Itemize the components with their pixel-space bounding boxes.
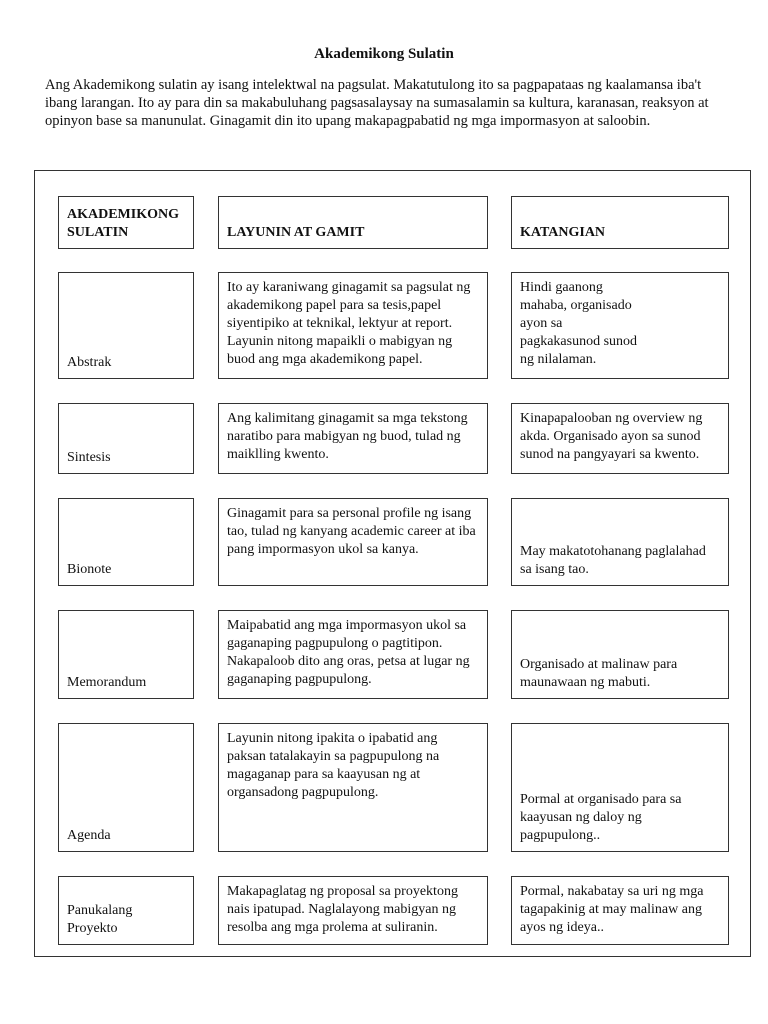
header-sulatin: AKADEMIKONG SULATIN xyxy=(58,196,194,249)
row-name-bionote: Bionote xyxy=(58,498,194,586)
row-katangian-bionote: May makatotohanang paglalahad sa isang tao. xyxy=(511,498,729,586)
row-layunin-memorandum: Maipabatid ang mga impormasyon ukol sa gaganaping pagpupulong o pagtitipon. Nakapaloob dito ang oras, petsa at lugar ng gaganaping pagpupulong. xyxy=(218,610,488,699)
page-title: Akademikong Sulatin xyxy=(314,46,454,62)
row-layunin-sintesis: Ang kalimitang ginagamit sa mga tekstong naratibo para mabigyan ng buod, tulad ng maiklling kwento. xyxy=(218,403,488,474)
row-katangian-panukalang-proyekto: Pormal, nakabatay sa uri ng mga tagapakinig at may malinaw ang ayos ng ideya.. xyxy=(511,876,729,945)
row-layunin-agenda: Layunin nitong ipakita o ipabatid ang paksan tatalakayin sa pagpupulong na magaganap para sa kaayusan ng at organsadong pagpupulong. xyxy=(218,723,488,852)
row-layunin-abstrak: Ito ay karaniwang ginagamit sa pagsulat ng akademikong papel para sa tesis,papel siyentipiko at teknikal, lektyur at report. Layunin nitong mapaikli o mabigyan ng buod ang mga akademikong papel. xyxy=(218,272,488,379)
row-name-panukalang-proyekto: Panukalang Proyekto xyxy=(58,876,194,945)
intro-paragraph: Ang Akademikong sulatin ay isang intelektwal na pagsulat. Makatutulong ito sa pagpapataas ng kaalamansa iba't ibang larangan. Ito ay para din sa makabuluhang pagsasalaysay na sumasalamin sa kultura, karanasan, reaksyon at opinyon base sa manunulat. Ginagamit din ito upang makapagpabatid ng mga impormasyon at saloobin. xyxy=(45,77,709,129)
row-name-abstrak: Abstrak xyxy=(58,272,194,379)
row-name-memorandum: Memorandum xyxy=(58,610,194,699)
row-layunin-bionote: Ginagamit para sa personal profile ng isang tao, tulad ng kanyang academic career at iba pang impormasyon ukol sa kanya. xyxy=(218,498,488,586)
row-name-sintesis: Sintesis xyxy=(58,403,194,474)
header-layunin: LAYUNIN AT GAMIT xyxy=(218,196,488,249)
row-katangian-abstrak: Hindi gaanong mahaba, organisado ayon sa pagkakasunod sunod ng nilalaman. xyxy=(511,272,729,379)
header-katangian: KATANGIAN xyxy=(511,196,729,249)
row-layunin-panukalang-proyekto: Makapaglatag ng proposal sa proyektong nais ipatupad. Naglalayong mabigyan ng resolba ang mga prolema at suliranin. xyxy=(218,876,488,945)
row-name-agenda: Agenda xyxy=(58,723,194,852)
row-katangian-memorandum: Organisado at malinaw para maunawaan ng mabuti. xyxy=(511,610,729,699)
row-katangian-agenda: Pormal at organisado para sa kaayusan ng daloy ng pagpupulong.. xyxy=(511,723,729,852)
sulatin-table xyxy=(34,170,751,957)
row-katangian-sintesis: Kinapapalooban ng overview ng akda. Organisado ayon sa sunod sunod na pangyayari sa kwento. xyxy=(511,403,729,474)
